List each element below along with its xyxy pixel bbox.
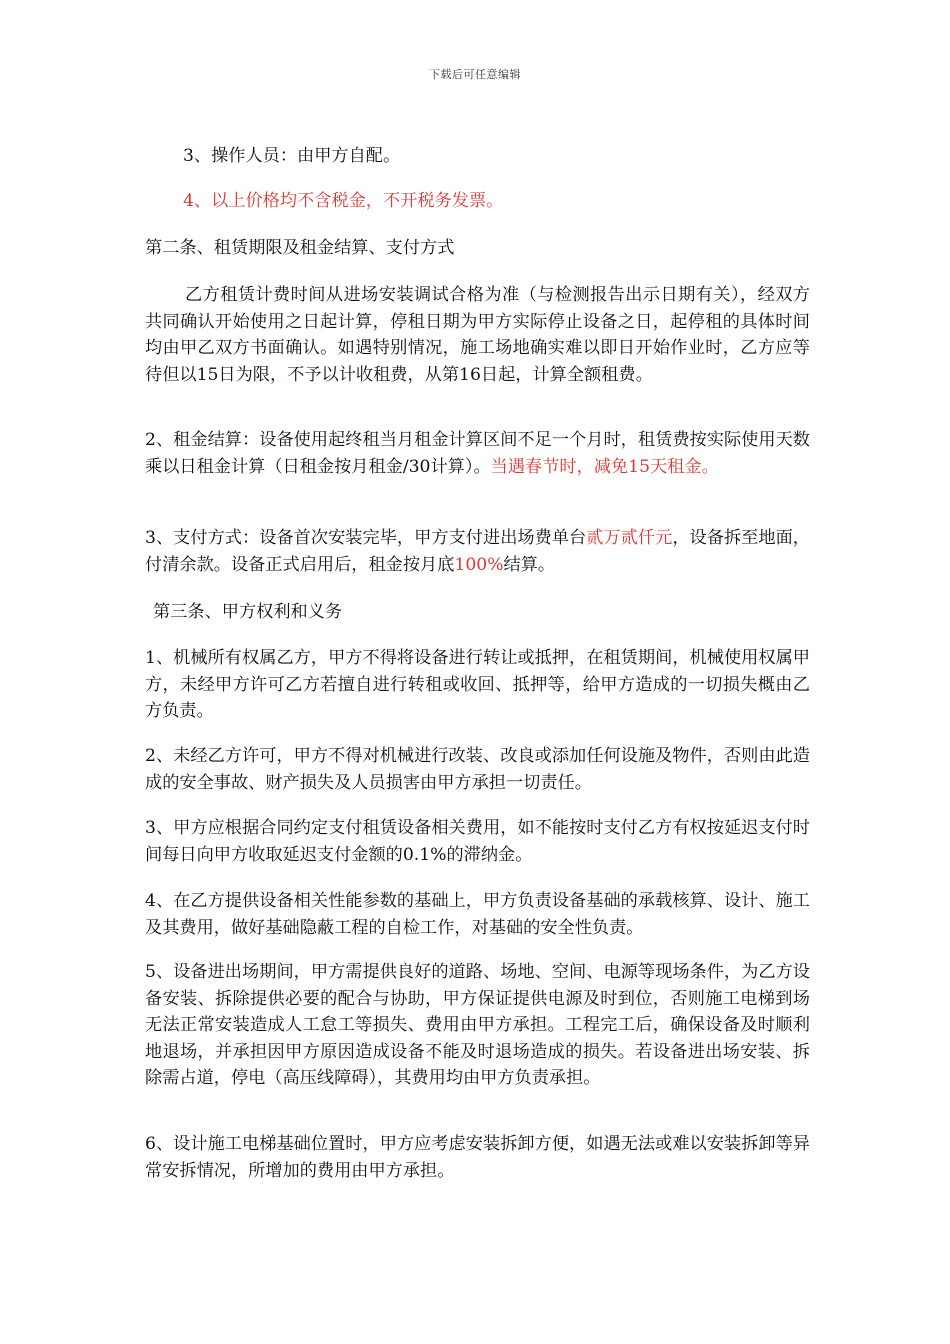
clause-payment-text-1: 3、支付方式：设备首次安装完毕，甲方支付进出场费单台 bbox=[145, 528, 587, 549]
clause-late-fee bbox=[145, 815, 810, 868]
clause-rent-settlement-highlight: 当遇春节时，减免15天租金。 bbox=[490, 456, 719, 477]
section-heading-3-text: 第三条、甲方权利和义务 bbox=[153, 602, 343, 623]
clause-foundation-text: 4、在乙方提供设备相关性能参数的基础上，甲方负责设备基础的承载核算、设计、施工及其费用，做好基础隐蔽工程的自检工作，对基础的安全性负责。 bbox=[145, 891, 810, 938]
section-heading-3 bbox=[153, 599, 818, 626]
clause-lease-start bbox=[145, 282, 810, 388]
clause-payment-text-2: ，设备拆至地面，付清余款。设备正式启用后，租金按月底 bbox=[145, 528, 810, 575]
clause-foundation bbox=[145, 888, 810, 941]
item-operator bbox=[183, 143, 848, 170]
clause-site-conditions bbox=[145, 959, 810, 1092]
clause-installation-text: 6、设计施工电梯基础位置时，甲方应考虑安装拆卸方便，如遇无法或难以安装拆卸等异常安拆情况，所增加的费用由甲方承担。 bbox=[145, 1134, 810, 1181]
clause-lease-start-text: 乙方租赁计费时间从进场安装调试合格为准（与检测报告出示日期有关），经双方共同确认开始使用之日起计算，停租日期为甲方实际停止设备之日，起停租的具体时间均由甲乙双方书面确认。如遇特别情况，施工场地确实难以即日开始作业时，乙方应等待但以15日为限，不予以计收租费，从第16日起，计算全额租费。 bbox=[145, 285, 810, 385]
clause-ownership-text: 1、机械所有权属乙方，甲方不得将设备进行转让或抵押，在租赁期间，机械使用权属甲方，未经甲方许可乙方若擅自进行转租或收回、抵押等，给甲方造成的一切损失概由乙方负责。 bbox=[145, 648, 810, 722]
clause-payment-amount: 贰万贰仟元 bbox=[586, 528, 673, 549]
clause-payment-percent: 100% bbox=[454, 554, 504, 575]
clause-payment-text-3: 结算。 bbox=[503, 554, 556, 575]
clause-modification-text: 2、未经乙方许可，甲方不得对机械进行改装、改良或添加任何设施及物件，否则由此造成的安全事故、财产损失及人员损害由甲方承担一切责任。 bbox=[145, 746, 810, 793]
clause-rent-settlement-text: 2、租金结算：设备使用起终租当月租金计算区间不足一个月时，租赁费按实际使用天数乘以日租金计算（日租金按月租金/30计算）。 bbox=[145, 430, 810, 477]
item-operator-text: 3、操作人员：由甲方自配。 bbox=[183, 146, 401, 167]
item-tax-note-text: 4、以上价格均不含税金，不开税务发票。 bbox=[183, 191, 504, 212]
clause-rent-settlement bbox=[145, 427, 810, 480]
clause-ownership bbox=[145, 645, 810, 725]
section-heading-2-text: 第二条、租赁期限及租金结算、支付方式 bbox=[145, 238, 455, 259]
clause-installation bbox=[145, 1131, 810, 1184]
clause-modification bbox=[145, 743, 810, 796]
clause-payment bbox=[145, 525, 810, 578]
clause-site-conditions-text: 5、设备进出场期间，甲方需提供良好的道路、场地、空间、电源等现场条件，为乙方设备安装、拆除提供必要的配合与协助，甲方保证提供电源及时到位，否则施工电梯到场无法正常安装造成人工怠工等损失、费用由甲方承担。工程完工后，确保设备及时顺利地退场，并承担因甲方原因造成设备不能及时退场造成的损失。若设备进出场安装、拆除需占道，停电（高压线障碍），其费用均由甲方负责承担。 bbox=[145, 962, 810, 1089]
clause-late-fee-text: 3、甲方应根据合同约定支付租赁设备相关费用，如不能按时支付乙方有权按延迟支付时间每日向甲方收取延迟支付金额的0.1%的滞纳金。 bbox=[145, 818, 810, 865]
page-header: 下载后可任意编辑 bbox=[429, 68, 521, 81]
section-heading-2 bbox=[145, 235, 810, 262]
item-tax-note bbox=[183, 188, 848, 215]
